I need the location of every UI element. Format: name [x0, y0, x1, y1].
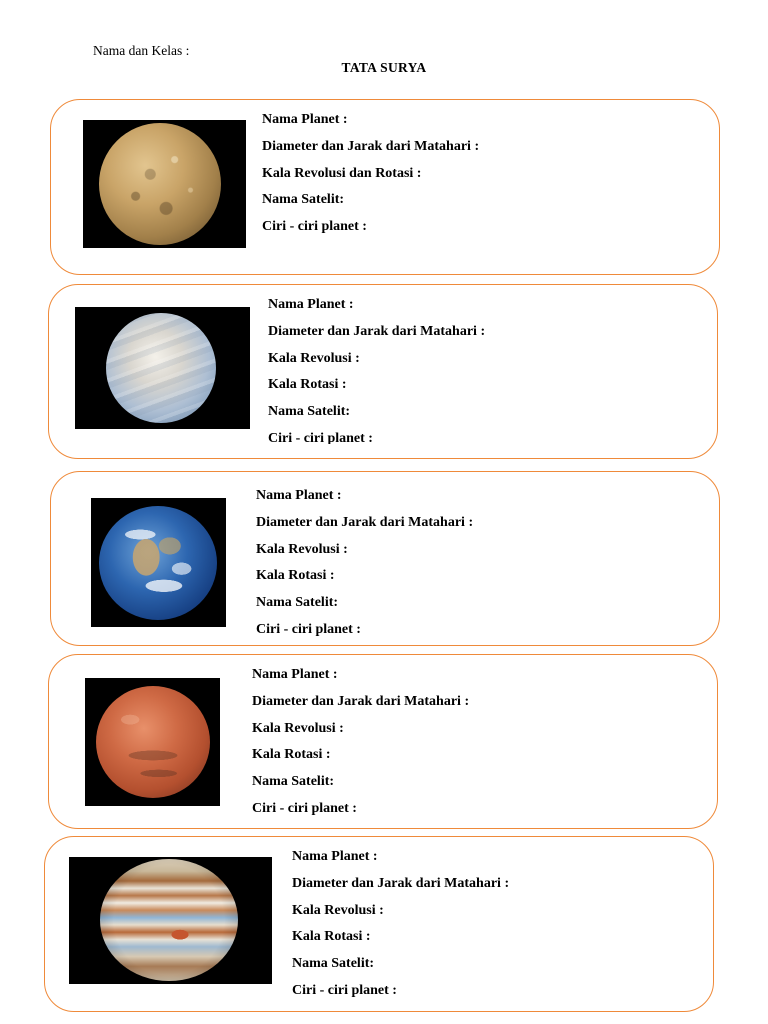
field-diameter-distance: Diameter dan Jarak dari Matahari : — [268, 323, 486, 339]
field-characteristics: Ciri - ciri planet : — [262, 219, 367, 235]
field-rotation: Kala Rotasi : — [252, 747, 331, 763]
field-revolution: Kala Revolusi : — [256, 541, 348, 557]
field-rotation: Kala Rotasi : — [292, 929, 371, 945]
field-diameter-distance: Diameter dan Jarak dari Matahari : — [256, 514, 474, 530]
venus-image — [106, 313, 216, 423]
planet-photo-1 — [83, 120, 246, 248]
planet-fields-5 — [292, 844, 509, 1005]
field-revolution: Kala Revolusi : — [292, 902, 384, 918]
field-planet-name: Nama Planet : — [252, 667, 338, 682]
field-diameter-distance: Diameter dan Jarak dari Matahari : — [262, 138, 480, 154]
planet-fields-2 — [268, 292, 485, 444]
field-characteristics: Ciri - ciri planet : — [252, 800, 357, 816]
field-characteristics: Ciri - ciri planet : — [268, 430, 373, 444]
field-revolution: Kala Revolusi : — [252, 720, 344, 736]
planet-fields-3 — [256, 483, 473, 644]
field-satellite: Nama Satelit: — [262, 192, 345, 208]
field-satellite: Nama Satelit: — [252, 774, 335, 790]
field-planet-name: Nama Planet : — [256, 488, 342, 503]
planet-photo-3 — [91, 498, 226, 627]
field-satellite: Nama Satelit: — [268, 404, 351, 420]
planet-fields-4 — [252, 662, 469, 823]
planet-photo-2 — [75, 307, 250, 429]
field-characteristics: Ciri - ciri planet : — [256, 621, 361, 637]
field-planet-name: Nama Planet : — [262, 112, 348, 127]
field-diameter-distance: Diameter dan Jarak dari Matahari : — [292, 875, 510, 891]
jupiter-image — [100, 859, 238, 981]
field-planet-name: Nama Planet : — [268, 297, 354, 312]
field-characteristics: Ciri - ciri planet : — [292, 982, 397, 998]
field-diameter-distance: Diameter dan Jarak dari Matahari : — [252, 693, 470, 709]
page-title: TATA SURYA — [341, 60, 427, 75]
field-rotation: Kala Rotasi : — [268, 377, 347, 393]
earth-image — [99, 506, 217, 620]
field-planet-name: Nama Planet : — [292, 849, 378, 864]
mercury-image — [99, 123, 221, 245]
field-revolution: Kala Revolusi : — [268, 350, 360, 366]
mars-image — [96, 686, 210, 798]
name-class-label: Nama dan Kelas : — [93, 43, 190, 58]
planet-photo-5 — [69, 857, 272, 984]
field-satellite: Nama Satelit: — [256, 595, 339, 611]
planet-photo-4 — [85, 678, 220, 806]
field-revolution-rotation: Kala Revolusi dan Rotasi : — [262, 165, 422, 181]
field-rotation: Kala Rotasi : — [256, 568, 335, 584]
planet-fields-1 — [262, 107, 479, 241]
field-satellite: Nama Satelit: — [292, 956, 375, 972]
